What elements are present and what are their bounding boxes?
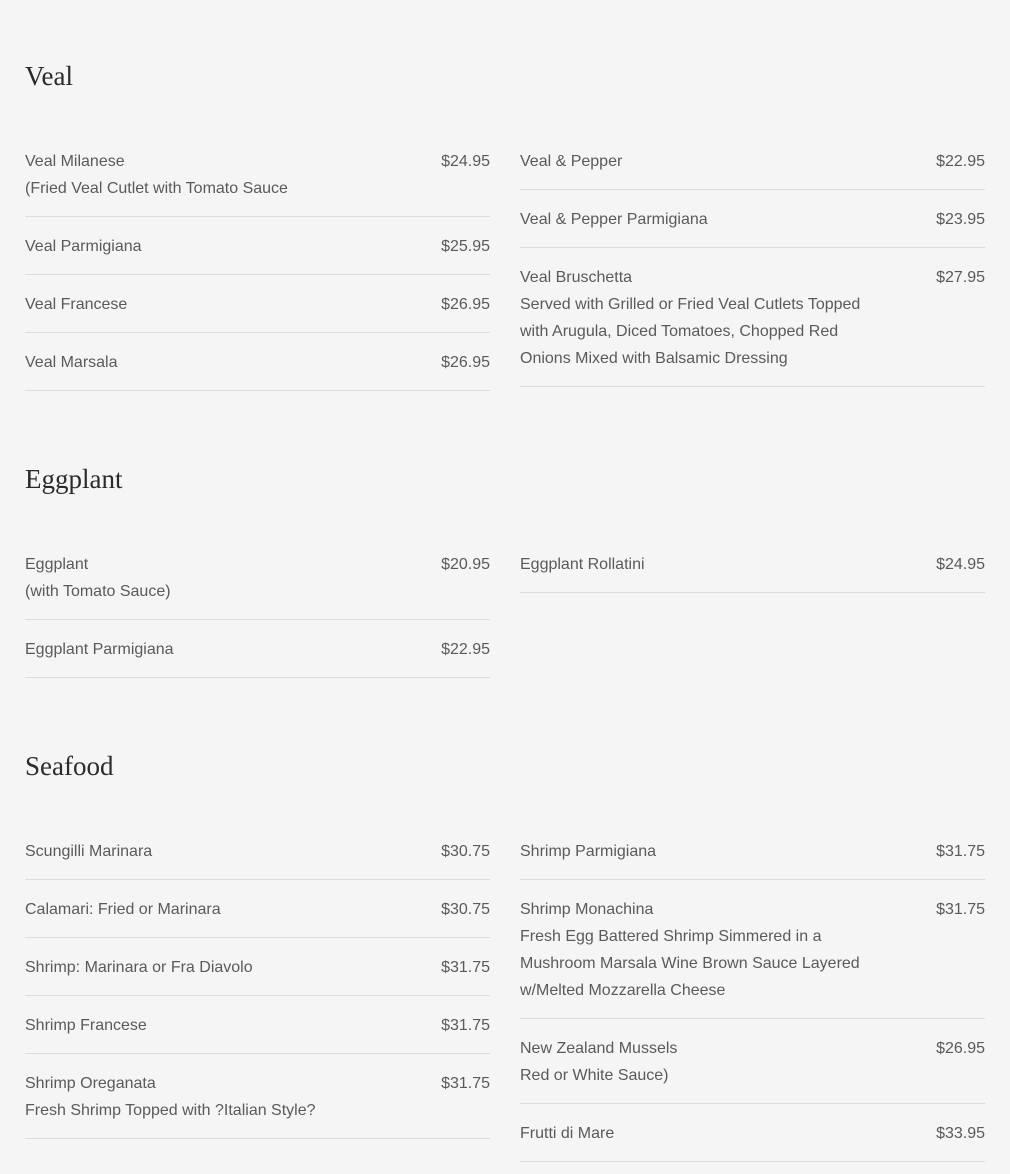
item-price: $30.75 — [441, 843, 490, 860]
item-price: $30.75 — [441, 901, 490, 918]
menu-item[interactable] — [520, 1031, 985, 1104]
item-name: Scungilli Marinara — [25, 843, 153, 860]
item-name: New Zealand Mussels — [520, 1040, 678, 1057]
menu-item[interactable] — [520, 260, 985, 387]
item-name: Shrimp Parmigiana — [520, 843, 657, 860]
menu-item[interactable] — [25, 144, 490, 217]
item-price: $33.95 — [936, 1125, 985, 1142]
menu-item[interactable] — [520, 144, 985, 190]
item-name: Eggplant — [25, 556, 89, 573]
menu-item[interactable] — [520, 834, 985, 880]
item-price: $23.95 — [936, 211, 985, 228]
item-description: Red or White Sauce) — [520, 1067, 669, 1084]
menu-item[interactable] — [520, 1116, 985, 1162]
item-description: Fresh Egg Battered Shrimp Simmered in a Mushroom Marsala Wine Brown Sauce Layered w/Melted Mozzarella Cheese — [520, 928, 860, 999]
item-name: Shrimp Oreganata — [25, 1075, 156, 1092]
item-price: $20.95 — [441, 556, 490, 573]
item-description: Fresh Shrimp Topped with ?Italian Style? — [25, 1102, 316, 1119]
item-price: $31.75 — [441, 959, 490, 976]
section-title: Eggplant — [25, 464, 123, 494]
menu-item[interactable] — [25, 950, 490, 996]
menu-item[interactable] — [25, 547, 490, 620]
item-price: $31.75 — [936, 901, 985, 918]
menu-column-left — [25, 834, 490, 1151]
section-title: Veal — [25, 61, 73, 91]
item-price: $24.95 — [936, 556, 985, 573]
item-name: Veal Marsala — [25, 354, 118, 371]
item-name: Shrimp Monachina — [520, 901, 654, 918]
menu-item[interactable] — [520, 202, 985, 248]
item-price: $22.95 — [441, 641, 490, 658]
item-name: Veal & Pepper Parmigiana — [520, 211, 708, 228]
menu-item[interactable] — [520, 547, 985, 593]
item-price: $26.95 — [441, 354, 490, 371]
item-name: Shrimp: Marinara or Fra Diavolo — [25, 959, 253, 976]
item-name: Veal & Pepper — [520, 153, 623, 170]
item-name: Veal Francese — [25, 296, 128, 313]
item-price: $25.95 — [441, 238, 490, 255]
item-name: Eggplant Parmigiana — [25, 641, 174, 658]
item-price: $31.75 — [441, 1075, 490, 1092]
item-price: $27.95 — [936, 269, 985, 286]
menu-item[interactable] — [25, 834, 490, 880]
item-price: $26.95 — [441, 296, 490, 313]
menu-column-right — [520, 834, 985, 1174]
menu-item[interactable] — [25, 345, 490, 391]
item-description: (with Tomato Sauce) — [25, 583, 171, 600]
item-price: $22.95 — [936, 153, 985, 170]
item-price: $31.75 — [936, 843, 985, 860]
menu-item[interactable] — [25, 892, 490, 938]
menu-item[interactable] — [25, 1008, 490, 1054]
item-name: Eggplant Rollatini — [520, 556, 645, 573]
menu-item[interactable] — [25, 287, 490, 333]
menu-column-left — [25, 547, 490, 690]
item-description: (Fried Veal Cutlet with Tomato Sauce — [25, 180, 288, 197]
item-price: $26.95 — [936, 1040, 985, 1057]
item-price: $31.75 — [441, 1017, 490, 1034]
menu-item[interactable] — [25, 229, 490, 275]
item-description: Served with Grilled or Fried Veal Cutlets Topped with Arugula, Diced Tomatoes, Chopped Red Onions Mixed with Balsamic Dressing — [520, 296, 861, 367]
item-name: Calamari: Fried or Marinara — [25, 901, 221, 918]
menu-item[interactable] — [25, 632, 490, 678]
item-name: Frutti di Mare — [520, 1125, 615, 1142]
item-name: Shrimp Francese — [25, 1017, 147, 1034]
item-name: Veal Milanese — [25, 153, 125, 170]
menu-column-right — [520, 547, 985, 605]
menu-item[interactable] — [25, 1066, 490, 1139]
menu-column-right — [520, 144, 985, 399]
menu-item[interactable] — [520, 892, 985, 1019]
item-name: Veal Parmigiana — [25, 238, 142, 255]
section-title: Seafood — [25, 751, 114, 781]
menu-column-left — [25, 144, 490, 403]
item-price: $24.95 — [441, 153, 490, 170]
item-name: Veal Bruschetta — [520, 269, 633, 286]
